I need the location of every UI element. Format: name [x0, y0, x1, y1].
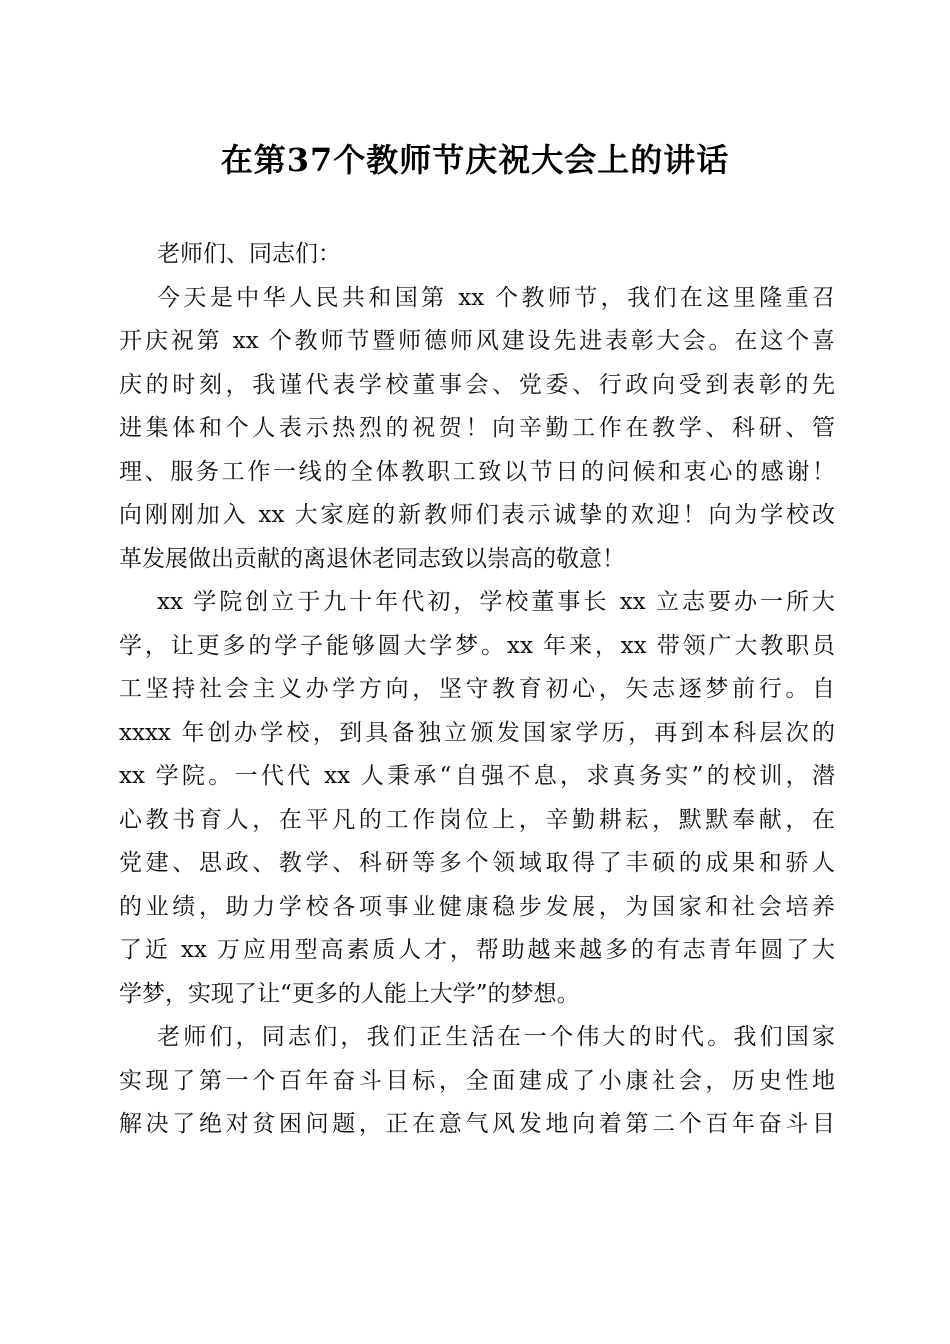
document-title: 在第37个教师节庆祝大会上的讲话: [220, 141, 730, 179]
text-line: 老师们，同志们，我们正生活在一个伟大的时代。我们国家: [157, 1024, 835, 1050]
text-line: 学，让更多的学子能够圆大学梦。xx 年来，xx 带领广大教职员: [119, 632, 835, 659]
text-line: 的业绩，助力学校各项事业健康稳步发展，为国家和社会培养: [119, 893, 835, 920]
text-line: 学梦，实现了让“更多的人能上大学”的梦想。: [119, 980, 580, 1007]
text-line: 理、服务工作一线的全体教职工致以节日的问候和衷心的感谢！: [119, 458, 835, 485]
text-line: 进集体和个人表示热烈的祝贺！向辛勤工作在教学、科研、管: [119, 415, 835, 441]
text-line: 老师们、同志们：: [157, 241, 341, 267]
text-line: 庆的时刻，我谨代表学校董事会、党委、行政向受到表彰的先: [119, 371, 835, 398]
text-line: 心教书育人，在平凡的工作岗位上，辛勤耕耘，默默奉献，在: [119, 806, 835, 833]
text-line: 向刚刚加入 xx 大家庭的新教师们表示诚挚的欢迎！向为学校改: [119, 502, 835, 528]
text-line: xx 学院。一代代 xx 人秉承“自强不息，求真务实”的校训，潜: [119, 763, 835, 789]
text-line: 开庆祝第 xx 个教师节暨师德师风建设先进表彰大会。在这个喜: [119, 328, 835, 354]
text-line: 党建、思政、教学、科研等多个领域取得了丰硕的成果和骄人: [119, 850, 835, 876]
text-line: xx 学院创立于九十年代初，学校董事长 xx 立志要办一所大: [157, 589, 835, 615]
text-line: 实现了第一个百年奋斗目标，全面建成了小康社会，历史性地: [119, 1067, 835, 1094]
document-body: [119, 233, 835, 1147]
text-line: 解决了绝对贫困问题，正在意气风发地向着第二个百年奋斗目: [119, 1111, 835, 1137]
text-line: 革发展做出贡献的离退休老同志致以崇高的敬意！: [119, 545, 625, 572]
text-line: xxxx 年创办学校，到具备独立颁发国家学历，再到本科层次的: [119, 719, 835, 746]
text-line: 工坚持社会主义办学方向，坚守教育初心，矢志逐梦前行。自: [119, 676, 835, 702]
text-line: 了近 xx 万应用型高素质人才，帮助越来越多的有志青年圆了大: [119, 937, 835, 963]
text-line: 今天是中华人民共和国第 xx 个教师节，我们在这里隆重召: [157, 284, 835, 311]
